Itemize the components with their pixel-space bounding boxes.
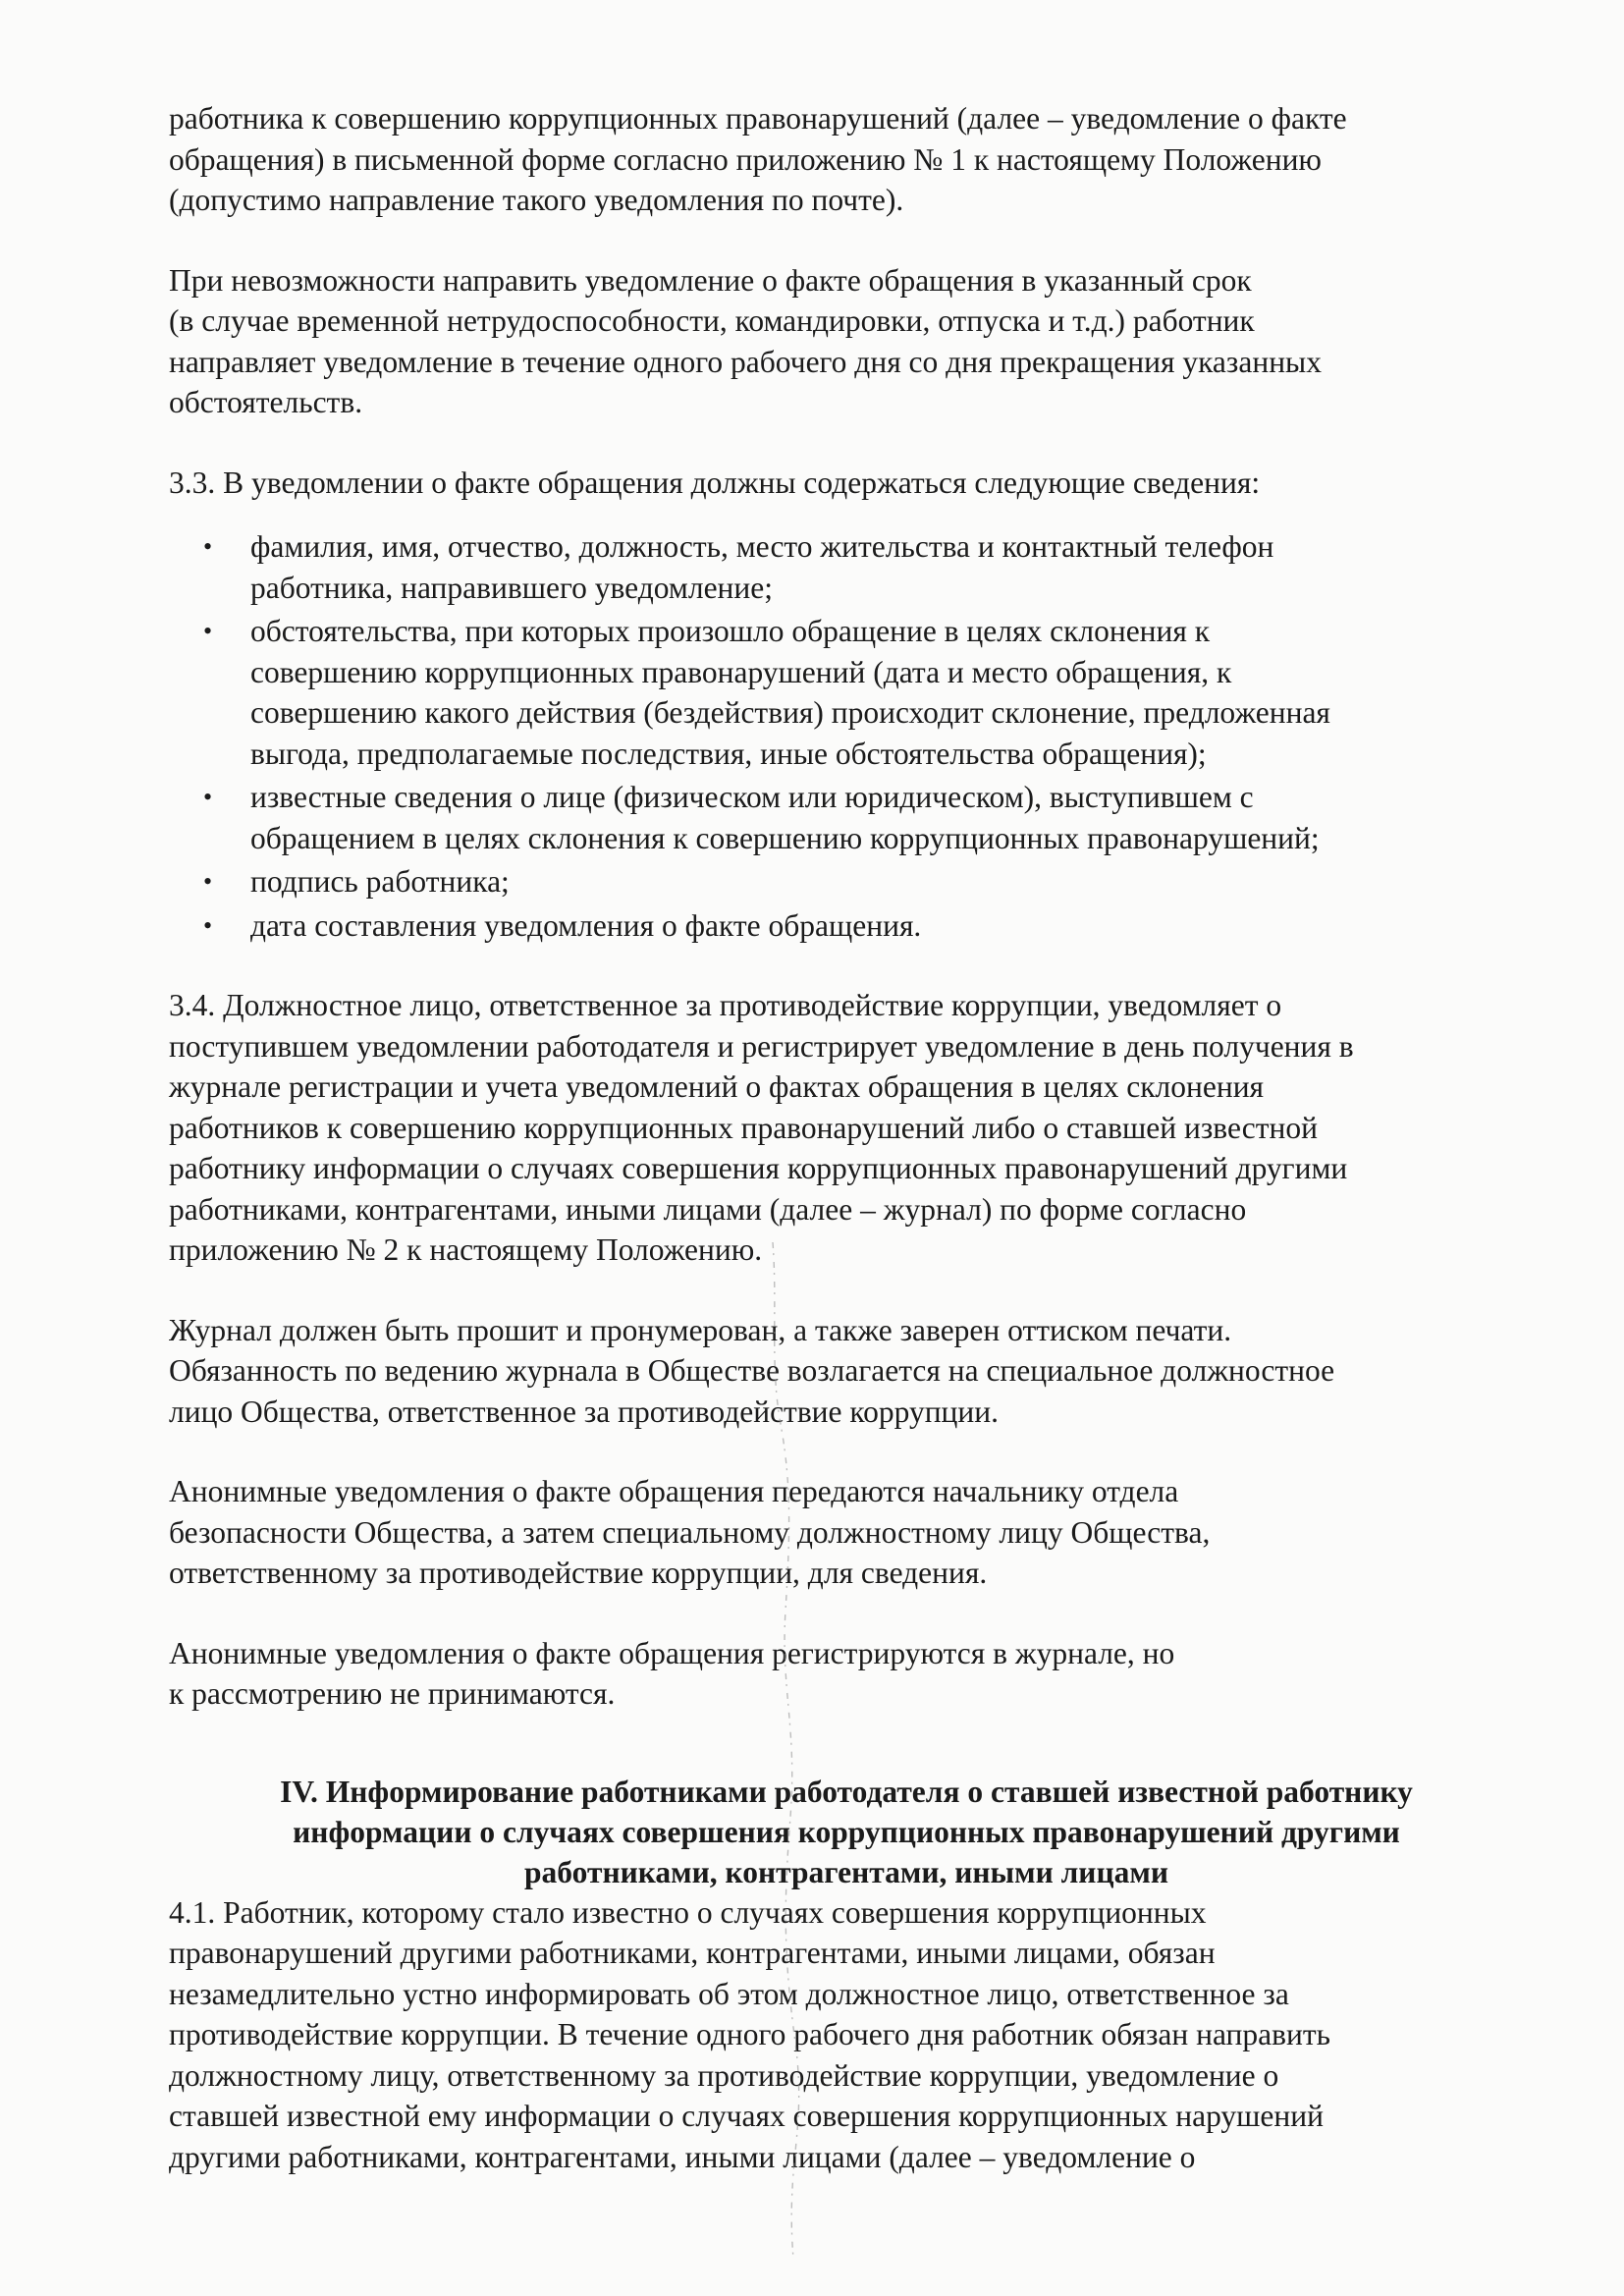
text-line: лицо Общества, ответственное за противодействие коррупции.	[169, 1394, 999, 1429]
text-line: выгода, предполагаемые последствия, иные обстоятельства обращения);	[250, 736, 1207, 771]
text-line: должностному лицу, ответственному за противодействие коррупции, уведомление о	[169, 2057, 1279, 2093]
text-line: При невозможности направить уведомление о факте обращения в указанный срок	[169, 262, 1252, 298]
paragraph-anonymous-registration	[169, 1633, 1543, 1715]
text-line: обращения) в письменной форме согласно приложению № 1 к настоящему Положению	[169, 141, 1322, 177]
text-line: обстоятельств.	[169, 385, 363, 419]
text-line: работников к совершению коррупционных правонарушений либо о ставшей известной	[169, 1110, 1318, 1145]
text-line: ставшей известной ему информации о случаях совершения коррупционных нарушений	[169, 2099, 1324, 2133]
list-item	[169, 905, 1543, 947]
text-line: Анонимные уведомления о факте обращения передаются начальнику отдела	[169, 1474, 1179, 1508]
text-line: работниками, контрагентами, иными лицами (далее – журнал) по форме согласно	[169, 1191, 1247, 1227]
bullet-icon: •	[203, 783, 213, 811]
text-line: подпись работника;	[250, 864, 510, 899]
list-item	[169, 777, 1543, 858]
text-line: работника к совершению коррупционных правонарушений (далее – уведомление о факте	[169, 101, 1347, 136]
bullet-icon: •	[203, 617, 213, 645]
heading-line: работниками, контрагентами, иными лицами	[524, 1854, 1168, 1889]
list-item	[169, 526, 1543, 608]
text-line: поступившем уведомлении работодателя и регистрирует уведомление в день получения в	[169, 1028, 1354, 1064]
bullet-icon: •	[203, 910, 213, 940]
text-line: безопасности Общества, а затем специальному должностному лицу Общества,	[169, 1514, 1211, 1550]
text-line: 3.4. Должностное лицо, ответственное за противодействие коррупции, уведомляет о	[169, 988, 1282, 1022]
text-line: правонарушений другими работниками, контрагентами, иными лицами, обязан	[169, 1936, 1216, 1970]
text-line: совершению какого действия (бездействия) происходит склонение, предложенная	[250, 695, 1330, 730]
text-line: фамилия, имя, отчество, должность, место жительства и контактный телефон	[250, 529, 1274, 564]
text-line: к рассмотрению не принимаются.	[169, 1676, 616, 1711]
paragraph-notification-form	[169, 98, 1543, 221]
bullet-icon: •	[203, 867, 213, 896]
paragraph-3-3	[169, 463, 1543, 504]
text-line: другими работниками, контрагентами, иными лицами (далее – уведомление о	[169, 2139, 1196, 2174]
text-line: Журнал должен быть прошит и пронумерован, а также заверен оттиском печати.	[169, 1312, 1232, 1347]
text-line: 3.3. В уведомлении о факте обращения должны содержаться следующие сведения:	[169, 465, 1261, 500]
text-line: направляет уведомление в течение одного рабочего дня со дня прекращения указанных	[169, 344, 1322, 379]
text-line: Анонимные уведомления о факте обращения регистрируются в журнале, но	[169, 1635, 1175, 1670]
text-line: (допустимо направление такого уведомления по почте).	[169, 183, 904, 217]
text-line: противодействие коррупции. В течение одного рабочего дня работник обязан направить	[169, 2017, 1331, 2051]
list-item	[169, 611, 1543, 774]
text-line: ответственному за противодействие коррупции, для сведения.	[169, 1556, 988, 1590]
list-item	[169, 861, 1543, 902]
paragraph-4-1	[169, 1892, 1543, 2178]
heading-line: IV. Информирование работниками работодателя о ставшей известной работнику	[280, 1774, 1413, 1809]
text-line: обращением в целях склонения к совершению коррупционных правонарушений;	[250, 820, 1320, 855]
text-line: приложению № 2 к настоящему Положению.	[169, 1232, 763, 1267]
bullet-icon: •	[203, 532, 213, 561]
text-line: 4.1. Работник, которому стало известно о случаях совершения коррупционных	[169, 1894, 1207, 1930]
text-line: обстоятельства, при которых произошло обращение в целях склонения к	[250, 614, 1211, 648]
section-heading	[169, 1772, 1524, 1892]
paragraph-anonymous-transfer	[169, 1471, 1543, 1594]
text-line: незамедлительно устно информировать об этом должностное лицо, ответственное за	[169, 1976, 1289, 2011]
heading-line: информации о случаях совершения коррупционных правонарушений другими	[293, 1814, 1400, 1849]
paragraph-journal	[169, 1310, 1543, 1433]
text-line: работника, направившего уведомление;	[250, 570, 774, 605]
text-line: (в случае временной нетрудоспособности, командировки, отпуска и т.д.) работник	[169, 303, 1255, 338]
text-line: дата составления уведомления о факте обращения.	[250, 907, 922, 943]
text-line: совершению коррупционных правонарушений (дата и место обращения, к	[250, 654, 1232, 689]
document-body	[169, 98, 1543, 2216]
paragraph-3-4	[169, 985, 1543, 1271]
text-line: известные сведения о лице (физическом или юридическом), выступившем с	[250, 780, 1254, 814]
text-line: Обязанность по ведению журнала в Обществе возлагается на специальное должностное	[169, 1353, 1335, 1388]
paragraph-deadline-exception	[169, 260, 1543, 423]
required-info-list	[169, 526, 1543, 946]
text-line: журнале регистрации и учета уведомлений о фактах обращения в целях склонения	[169, 1069, 1265, 1104]
text-line: работнику информации о случаях совершения коррупционных правонарушений другими	[169, 1151, 1348, 1185]
